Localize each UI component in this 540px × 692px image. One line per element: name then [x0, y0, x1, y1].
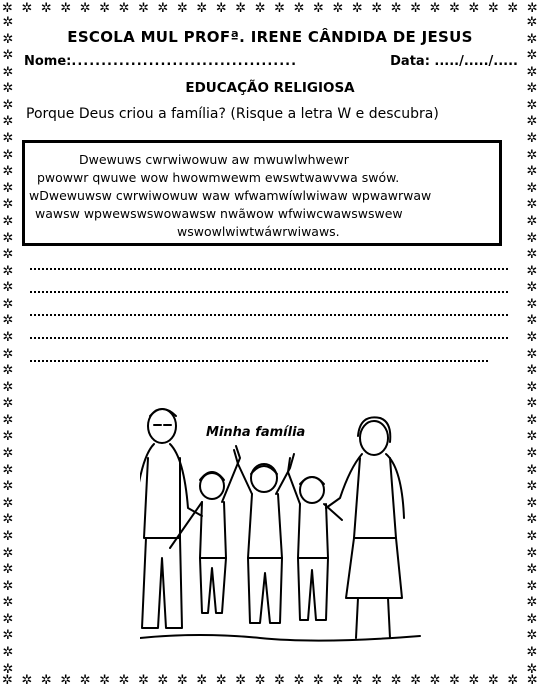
border-star-icon: ✲ [2, 412, 14, 428]
border-star-icon: ✲ [526, 446, 538, 462]
border-star-icon: ✲ [79, 1, 91, 16]
border-star-icon: ✲ [21, 1, 33, 16]
border-star-icon: ✲ [449, 1, 460, 16]
puzzle-line: wswowlwiwtwáwrwiwaws. [177, 224, 340, 239]
border-star-icon: ✲ [274, 1, 286, 16]
border-star-icon: ✲ [118, 673, 130, 688]
border-star-icon: ✲ [526, 296, 538, 312]
border-star-icon: ✲ [2, 1, 13, 16]
border-star-icon: ✲ [526, 164, 538, 180]
border-star-icon: ✲ [526, 329, 538, 345]
border-star-icon: ✲ [274, 673, 286, 688]
answer-line[interactable] [30, 314, 508, 316]
name-field[interactable]: ...................................... [71, 54, 298, 69]
border-star-icon: ✲ [2, 578, 14, 594]
border-star-icon: ✲ [60, 673, 72, 688]
border-star-icon: ✲ [2, 164, 14, 180]
border-star-icon: ✲ [21, 673, 33, 688]
border-star-icon: ✲ [526, 661, 538, 677]
border-star-icon: ✲ [2, 528, 14, 544]
border-star-icon: ✲ [2, 661, 14, 677]
border-star-icon: ✲ [2, 545, 14, 561]
border-star-icon: ✲ [40, 673, 52, 688]
answer-line[interactable] [30, 360, 488, 362]
border-star-icon: ✲ [157, 673, 169, 688]
border-star-icon: ✲ [371, 673, 383, 688]
puzzle-line: Dwewuws cwrwiwowuw aw mwuwlwhwewr [79, 152, 349, 167]
border-bottom [0, 674, 540, 690]
border-star-icon: ✲ [526, 363, 538, 379]
border-star-icon: ✲ [449, 673, 460, 688]
border-star-icon: ✲ [2, 48, 14, 64]
border-star-icon: ✲ [526, 131, 538, 147]
border-star-icon: ✲ [2, 595, 14, 611]
border-star-icon: ✲ [351, 1, 363, 16]
border-star-icon: ✲ [2, 213, 14, 229]
border-star-icon: ✲ [196, 1, 208, 16]
border-star-icon: ✲ [526, 280, 538, 296]
border-star-icon: ✲ [526, 528, 538, 544]
border-star-icon: ✲ [526, 429, 538, 445]
border-star-icon: ✲ [526, 545, 538, 561]
border-star-icon: ✲ [526, 462, 538, 478]
name-label: Nome: [24, 54, 72, 69]
border-star-icon: ✲ [2, 247, 14, 263]
name-date-line [24, 54, 518, 69]
border-star-icon: ✲ [2, 379, 14, 395]
ground-line [140, 635, 420, 641]
border-star-icon: ✲ [2, 230, 14, 246]
border-star-icon: ✲ [2, 363, 14, 379]
puzzle-line: pwowwr qwuwe wow hwowmwewm ewswtwawvwa swów. [37, 170, 400, 185]
border-star-icon: ✲ [235, 1, 247, 16]
border-star-icon: ✲ [2, 446, 14, 462]
border-star-icon: ✲ [526, 247, 538, 263]
border-star-icon: ✲ [526, 81, 538, 97]
border-star-icon: ✲ [99, 1, 111, 16]
border-star-icon: ✲ [526, 48, 538, 64]
answer-line[interactable] [30, 268, 508, 270]
border-star-icon: ✲ [254, 1, 266, 16]
border-star-icon: ✲ [526, 213, 538, 229]
border-star-icon: ✲ [526, 611, 538, 627]
border-star-icon: ✲ [176, 1, 188, 16]
border-star-icon: ✲ [138, 1, 149, 16]
border-star-icon: ✲ [2, 197, 14, 213]
border-star-icon: ✲ [157, 1, 169, 16]
border-star-icon: ✲ [526, 379, 538, 395]
border-star-icon: ✲ [526, 313, 538, 329]
border-star-icon: ✲ [429, 673, 441, 688]
answer-line[interactable] [30, 291, 508, 293]
border-star-icon: ✲ [2, 644, 14, 660]
border-star-icon: ✲ [526, 1, 538, 16]
puzzle-line: wDwewuwsw cwrwiwowuw waw wfwamwíwlwiwaw wpwawrwaw [29, 188, 432, 203]
answer-line[interactable] [30, 337, 508, 339]
border-star-icon: ✲ [2, 81, 14, 97]
border-star-icon: ✲ [390, 1, 402, 16]
border-star-icon: ✲ [487, 1, 499, 16]
border-star-icon: ✲ [526, 147, 538, 163]
border-star-icon: ✲ [526, 15, 538, 30]
border-star-icon: ✲ [313, 1, 324, 16]
border-star-icon: ✲ [526, 562, 538, 578]
border-star-icon: ✲ [332, 1, 344, 16]
border-star-icon: ✲ [2, 147, 14, 163]
border-star-icon: ✲ [138, 673, 149, 688]
border-star-icon: ✲ [526, 512, 538, 528]
border-star-icon: ✲ [429, 1, 441, 16]
border-star-icon: ✲ [2, 628, 14, 644]
border-star-icon: ✲ [487, 673, 499, 688]
mother-figure [326, 417, 404, 638]
border-star-icon: ✲ [351, 673, 363, 688]
border-star-icon: ✲ [410, 1, 422, 16]
border-star-icon: ✲ [313, 673, 324, 688]
border-star-icon: ✲ [526, 644, 538, 660]
border-star-icon: ✲ [293, 1, 305, 16]
question-text: Porque Deus criou a família? (Risque a letra W e descubra) [26, 106, 439, 122]
border-star-icon: ✲ [526, 595, 538, 611]
school-title: ESCOLA MUL PROFª. IRENE CÂNDIDA DE JESUS [67, 28, 473, 46]
border-star-icon: ✲ [507, 1, 519, 16]
illustration-caption: Minha família [206, 425, 306, 440]
border-star-icon: ✲ [410, 673, 422, 688]
border-star-icon: ✲ [2, 562, 14, 578]
border-star-icon: ✲ [507, 673, 519, 688]
border-star-icon: ✲ [526, 114, 538, 130]
border-star-icon: ✲ [2, 329, 14, 345]
border-star-icon: ✲ [526, 495, 538, 511]
border-star-icon: ✲ [2, 131, 14, 147]
border-star-icon: ✲ [2, 479, 14, 495]
border-star-icon: ✲ [2, 97, 14, 113]
border-star-icon: ✲ [2, 15, 14, 30]
border-star-icon: ✲ [526, 578, 538, 594]
border-star-icon: ✲ [468, 1, 480, 16]
border-star-icon: ✲ [526, 64, 538, 80]
border-star-icon: ✲ [2, 280, 14, 296]
border-star-icon: ✲ [99, 673, 111, 688]
child-figure [288, 458, 342, 620]
border-star-icon: ✲ [526, 197, 538, 213]
border-star-icon: ✲ [2, 263, 14, 279]
border-star-icon: ✲ [332, 673, 344, 688]
border-star-icon: ✲ [2, 296, 14, 312]
border-star-icon: ✲ [176, 673, 188, 688]
border-star-icon: ✲ [2, 512, 14, 528]
border-star-icon: ✲ [235, 673, 247, 688]
border-top [0, 2, 540, 18]
border-star-icon: ✲ [526, 263, 538, 279]
border-star-icon: ✲ [254, 673, 266, 688]
border-star-icon: ✲ [2, 396, 14, 412]
border-star-icon: ✲ [526, 412, 538, 428]
border-star-icon: ✲ [2, 313, 14, 329]
border-star-icon: ✲ [215, 1, 227, 16]
border-star-icon: ✲ [390, 673, 402, 688]
border-star-icon: ✲ [526, 230, 538, 246]
border-star-icon: ✲ [2, 611, 14, 627]
border-left [0, 16, 16, 676]
border-star-icon: ✲ [526, 673, 538, 688]
border-star-icon: ✲ [2, 429, 14, 445]
border-star-icon: ✲ [526, 628, 538, 644]
border-star-icon: ✲ [215, 673, 227, 688]
subject-heading: EDUCAÇÃO RELIGIOSA [185, 80, 355, 96]
puzzle-line: wawsw wpwewswswowawsw nwãwow wfwiwcwawswswew [35, 206, 403, 221]
border-right [524, 16, 540, 676]
border-star-icon: ✲ [2, 114, 14, 130]
border-star-icon: ✲ [526, 97, 538, 113]
puzzle-box [22, 140, 502, 246]
border-star-icon: ✲ [2, 673, 13, 688]
border-star-icon: ✲ [526, 479, 538, 495]
border-star-icon: ✲ [293, 673, 305, 688]
border-star-icon: ✲ [526, 346, 538, 362]
border-star-icon: ✲ [60, 1, 72, 16]
border-star-icon: ✲ [40, 1, 52, 16]
border-star-icon: ✲ [2, 31, 14, 47]
border-star-icon: ✲ [526, 180, 538, 196]
border-star-icon: ✲ [526, 396, 538, 412]
date-field[interactable]: Data: ...../...../..... [390, 54, 518, 69]
child-figure [234, 450, 294, 623]
father-figure [140, 409, 202, 628]
border-star-icon: ✲ [118, 1, 130, 16]
border-star-icon: ✲ [2, 180, 14, 196]
border-star-icon: ✲ [2, 346, 14, 362]
border-star-icon: ✲ [79, 673, 91, 688]
border-star-icon: ✲ [468, 673, 480, 688]
border-star-icon: ✲ [196, 673, 208, 688]
border-star-icon: ✲ [526, 31, 538, 47]
border-star-icon: ✲ [371, 1, 383, 16]
border-star-icon: ✲ [2, 462, 14, 478]
border-star-icon: ✲ [2, 64, 14, 80]
border-star-icon: ✲ [2, 495, 14, 511]
